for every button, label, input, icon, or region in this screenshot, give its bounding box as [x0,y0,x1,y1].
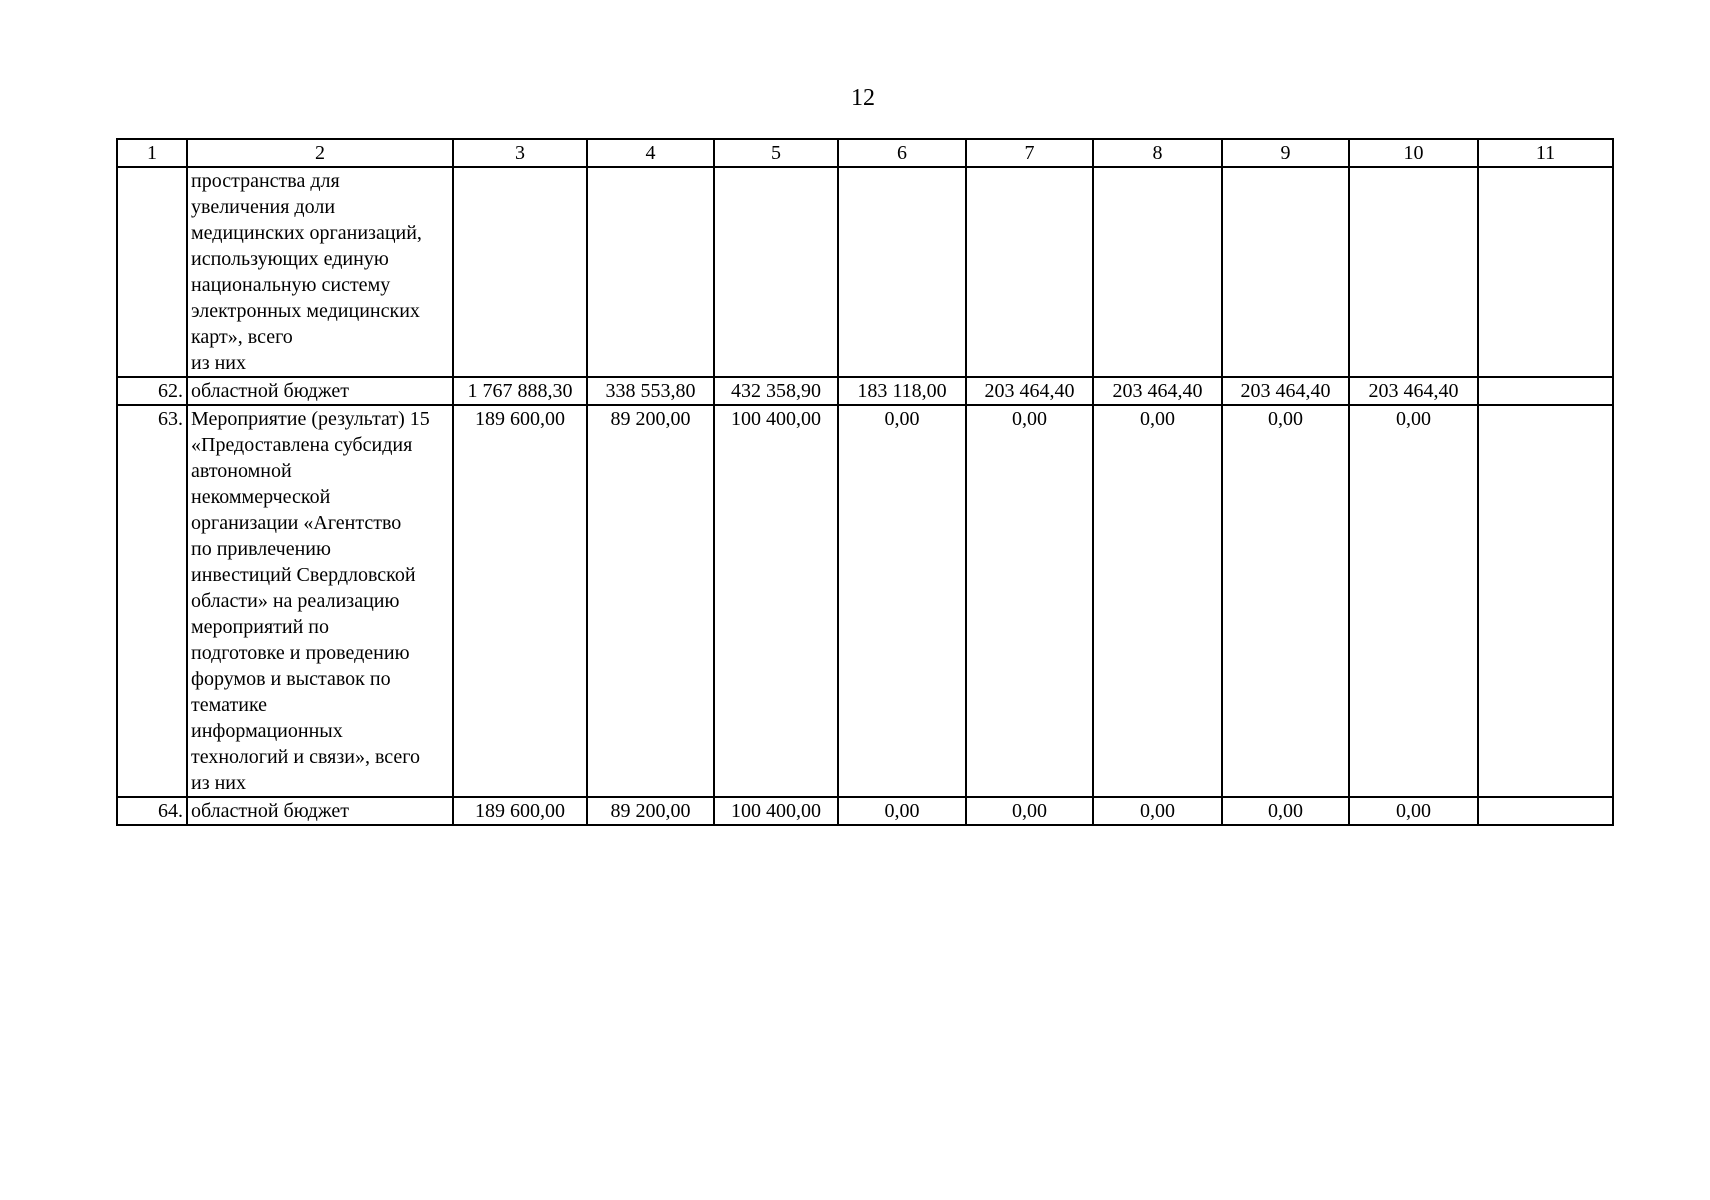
value-cell: 203 464,40 [1349,377,1478,405]
row-number: 64. [117,797,187,825]
value-cell: 1 767 888,30 [453,377,587,405]
description-line: некоммерческой [191,486,331,508]
value-cell: 0,00 [1093,797,1222,825]
value-cell: 183 118,00 [838,377,966,405]
value-cell: 100 400,00 [714,405,838,797]
value-cell: 0,00 [838,797,966,825]
description-line: использующих единую [191,248,389,270]
value-cell: 203 464,40 [1093,377,1222,405]
row-description [187,405,453,797]
value-cell [1349,167,1478,377]
column-header: 4 [587,139,714,167]
table-row [117,405,1613,797]
description-line: медицинских организаций, [191,222,422,244]
description-line: национальную систему [191,274,391,296]
value-cell: 189 600,00 [453,405,587,797]
value-cell [587,167,714,377]
row-number: 62. [117,377,187,405]
value-cell [1478,167,1613,377]
description-line: информационных [191,720,343,742]
value-cell: 203 464,40 [1222,377,1349,405]
value-cell [838,167,966,377]
value-cell: 100 400,00 [714,797,838,825]
value-cell [453,167,587,377]
value-cell: 0,00 [1222,797,1349,825]
budget-table [116,138,1614,826]
description-line: карт», всего [191,326,293,348]
description-line: Мероприятие (результат) 15 [191,408,430,430]
value-cell [966,167,1093,377]
column-header: 6 [838,139,966,167]
column-header: 8 [1093,139,1222,167]
description-line: областной бюджет [191,800,350,822]
value-cell: 189 600,00 [453,797,587,825]
column-header: 10 [1349,139,1478,167]
description-line: увеличения доли [191,196,336,218]
description-line: области» на реализацию [191,590,400,612]
column-header: 9 [1222,139,1349,167]
value-cell: 338 553,80 [587,377,714,405]
description-line: по привлечению [191,538,331,560]
description-line: из них [191,352,247,374]
value-cell: 0,00 [966,797,1093,825]
description-line: мероприятий по [191,616,329,638]
row-description [187,377,453,405]
column-header: 3 [453,139,587,167]
value-cell [1093,167,1222,377]
value-cell: 203 464,40 [966,377,1093,405]
value-cell: 0,00 [966,405,1093,797]
row-description [187,797,453,825]
description-line: технологий и связи», всего [191,746,420,768]
continuation-row [117,167,1613,377]
description-line: подготовке и проведению [191,642,410,664]
table-row [117,797,1613,825]
description-line: автономной [191,460,292,482]
column-header: 1 [117,139,187,167]
column-header: 2 [187,139,453,167]
value-cell: 0,00 [838,405,966,797]
value-cell: 89 200,00 [587,405,714,797]
description-line: инвестиций Свердловской [191,564,416,586]
value-cell: 89 200,00 [587,797,714,825]
column-header: 5 [714,139,838,167]
value-cell: 0,00 [1349,405,1478,797]
value-cell [1478,797,1613,825]
row-description [187,167,453,377]
description-line: из них [191,772,247,794]
description-line: форумов и выставок по [191,668,391,690]
description-line: областной бюджет [191,380,350,402]
value-cell [714,167,838,377]
value-cell: 0,00 [1093,405,1222,797]
value-cell [1478,405,1613,797]
page-number: 12 [851,85,875,111]
description-line: организации «Агентство [191,512,402,534]
value-cell: 432 358,90 [714,377,838,405]
description-line: пространства для [191,170,340,192]
value-cell [1222,167,1349,377]
column-header: 11 [1478,139,1613,167]
value-cell: 0,00 [1222,405,1349,797]
value-cell [1478,377,1613,405]
table-row [117,377,1613,405]
value-cell: 0,00 [1349,797,1478,825]
row-number [117,167,187,377]
column-header: 7 [966,139,1093,167]
description-line: электронных медицинских [191,300,420,322]
description-line: «Предоставлена субсидия [191,434,413,456]
header-row [117,139,1613,167]
description-line: тематике [191,694,268,716]
row-number: 63. [117,405,187,797]
